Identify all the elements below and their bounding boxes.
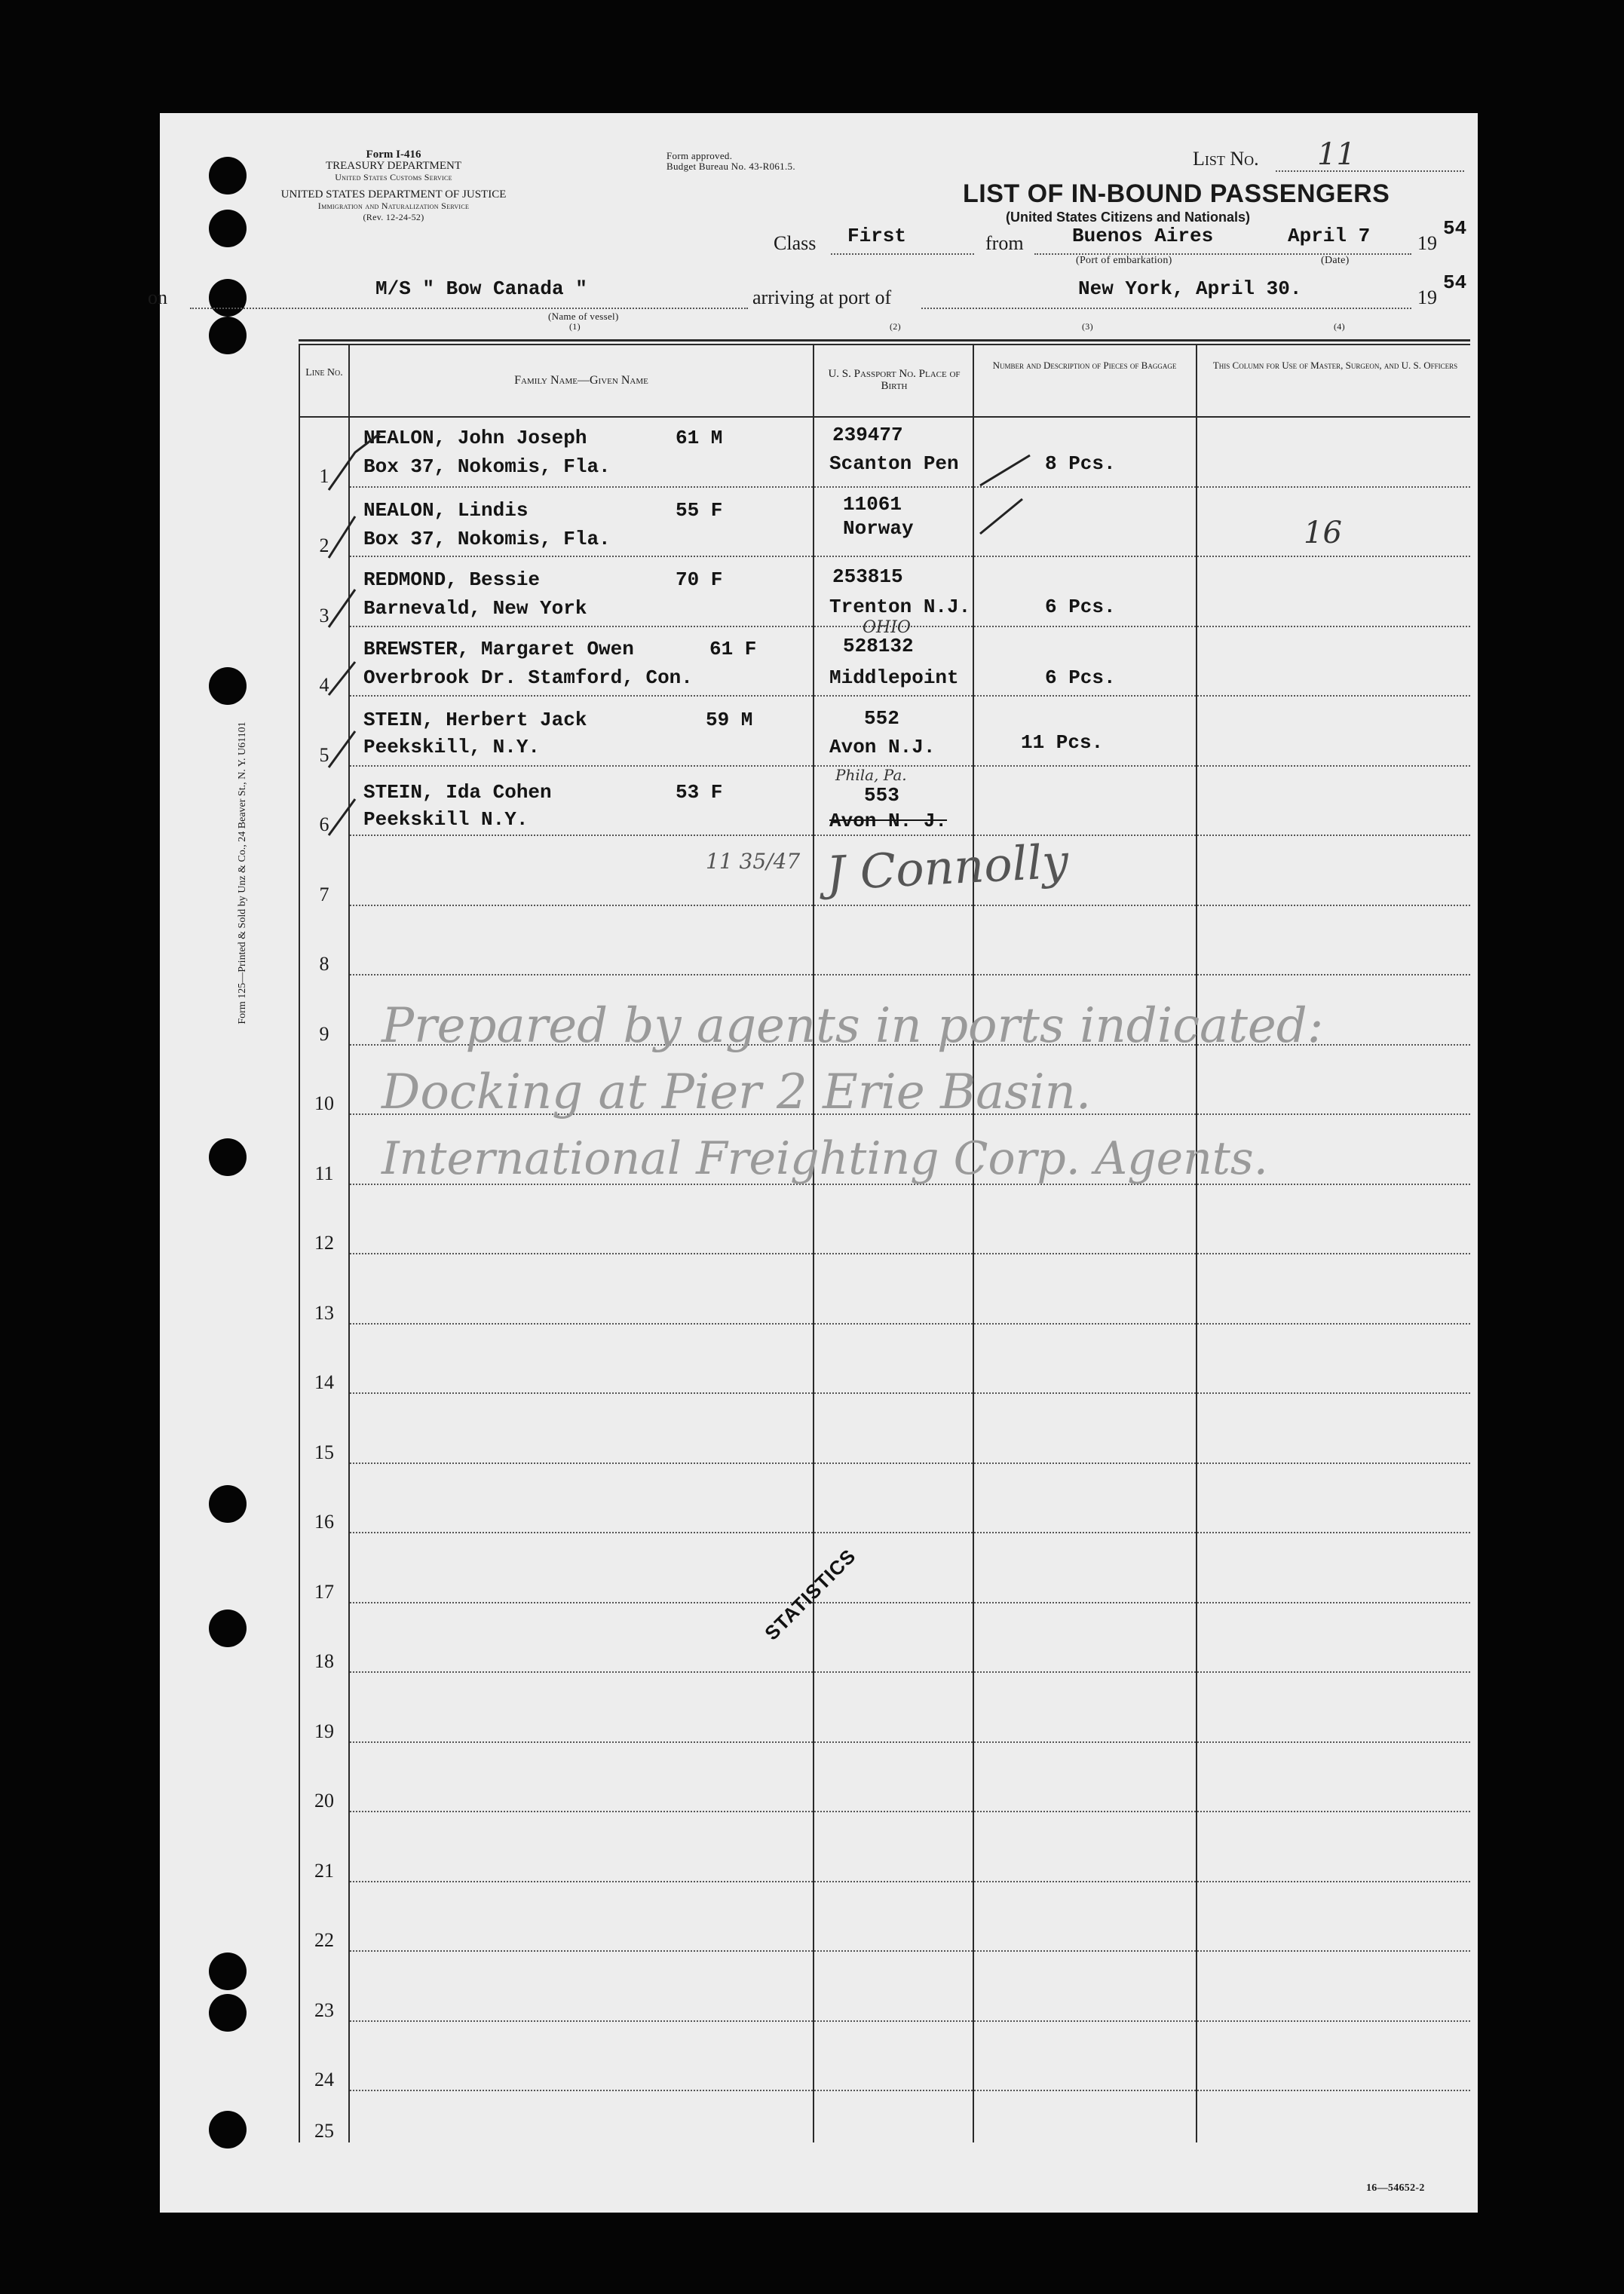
passenger-table: Line No. Family Name—Given Name U. S. Passport No. Place of Birth Number and Description of Pieces of Baggage This Column for Use of Master, Surgeon, and U. S. Officers 1 2 3 4 5 6 7 8 9 10 11 12 13 14 15 16 17 18 19 20 21 22 23 24 25 NEALON, John Joseph 61 M Box 37, Nokomis, Fla. 239477 Scanton Pen 8 Pcs. NEALON, Lindis 55 F Box 37, Nokomis, Fla. 11061 Norway REDMOND, Bessie 70 F Barnevald, New York 253815 Trenton N.J. 6 Pcs. BREWSTER, Margaret Owen 61 F Overbrook Dr. Stamford, Con. OHIO 528132 Middlepoint 6 Pcs. STEIN, Herbert Jack 59 M Peekskill, N.Y. 552 Avon N.J. 11 Pcs. STEIN, Ida Cohen 53 F Peekskill N.Y. Phila, Pa. 553 Avon N. J. 16 11 35/47 J Connolly Prepared by agents in ports indicated: Docking at Pier 2 Erie Basin. International Freighting Corp. Agents. STATISTICS (299, 339, 1470, 2142)
header-name: Family Name—Given Name (514, 374, 648, 387)
form-approved: Form approved. Budget Bureau No. 43-R061.5. (666, 150, 795, 172)
vessel-name: M/S " Bow Canada " (375, 277, 587, 300)
passenger-address: Peekskill, N.Y. (363, 736, 541, 758)
baggage-marks (977, 452, 1037, 543)
passenger-age-sex: 61 M (676, 427, 723, 449)
handwritten-note: International Freighting Corp. Agents. (381, 1132, 1268, 1185)
passenger-name: REDMOND, Bessie (363, 568, 541, 591)
passenger-address: Overbrook Dr. Stamford, Con. (363, 666, 693, 689)
column-divider (1196, 344, 1197, 2142)
form-page (148, 113, 1478, 2213)
header-officers: This Column for Use of Master, Surgeon, and U. S. Officers (1212, 360, 1458, 371)
list-no-line (1276, 170, 1464, 172)
birthplace-correction: Phila, Pa. (835, 766, 907, 784)
form-revision: (Rev. 12-24-52) (363, 212, 424, 222)
passenger-name: BREWSTER, Margaret Owen (363, 638, 634, 660)
passport-number: 253815 (832, 565, 903, 588)
passenger-age-sex: 53 F (676, 781, 723, 804)
justice-department: UNITED STATES DEPARTMENT OF JUSTICE (280, 188, 507, 201)
passenger-address: Box 37, Nokomis, Fla. (363, 528, 611, 550)
passenger-address: Peekskill N.Y. (363, 808, 529, 831)
check-marks (321, 422, 381, 844)
list-no-label: List No. (1193, 148, 1259, 170)
punch-hole (209, 279, 247, 317)
passenger-name: NEALON, John Joseph (363, 427, 587, 449)
column-number: (2) (890, 321, 901, 332)
punch-hole (209, 1609, 247, 1647)
vessel-line (190, 308, 748, 309)
handwritten-note: Docking at Pier 2 Erie Basin. (381, 1064, 1092, 1120)
passport-number: 553 (864, 784, 899, 807)
birthplace: Scanton Pen (829, 452, 959, 475)
passenger-age-sex: 55 F (676, 499, 723, 522)
column-number: (1) (569, 321, 581, 332)
list-no-value: 11 (1317, 137, 1356, 172)
header-rule (299, 416, 1470, 418)
handwritten-note: Prepared by agents in ports indicated: (381, 998, 1324, 1054)
on-label: on (148, 286, 167, 308)
arrival-line (921, 308, 1411, 309)
birthplace: Avon N. J. (829, 810, 948, 832)
footer-code: 16—54652-2 (1366, 2182, 1425, 2194)
embarkation-port: Buenos Aires (1072, 225, 1214, 247)
year-prefix: 19 (1417, 286, 1437, 308)
baggage: 6 Pcs. (1045, 596, 1116, 618)
column-divider (973, 344, 974, 2142)
column-number: (4) (1334, 321, 1345, 332)
passport-number: 552 (864, 707, 899, 730)
punch-hole (209, 1485, 247, 1523)
year-value: 54 (1443, 217, 1467, 240)
year-prefix: 19 (1417, 232, 1437, 254)
passport-number: 239477 (832, 424, 903, 446)
table-top-rule (299, 339, 1470, 341)
ins-service: Immigration and Naturalization Service (317, 201, 470, 211)
baggage: 11 Pcs. (1021, 731, 1104, 754)
vessel-caption: (Name of vessel) (548, 311, 619, 322)
baggage: 8 Pcs. (1045, 452, 1116, 475)
ohio-annotation: OHIO (863, 618, 911, 637)
passport-number: 11061 (843, 493, 902, 516)
passenger-age-sex: 59 M (706, 709, 753, 731)
header-baggage: Number and Description of Pieces of Baggage (992, 360, 1177, 371)
form-title: LIST OF IN-BOUND PASSENGERS (963, 179, 1390, 208)
year-value: 54 (1443, 271, 1467, 294)
form-agency-block (160, 149, 627, 223)
passenger-address: Barnevald, New York (363, 597, 587, 620)
passenger-name: NEALON, Lindis (363, 499, 529, 522)
punch-hole (209, 1138, 247, 1176)
punch-hole (209, 1953, 247, 1990)
baggage: 6 Pcs. (1045, 666, 1116, 689)
customs-service: United States Customs Service (335, 172, 452, 182)
class-line (831, 253, 974, 255)
column-number: (3) (1082, 321, 1093, 332)
birthplace: Trenton N.J. (829, 596, 971, 618)
embarkation-date: April 7 (1288, 225, 1371, 247)
statistics-stamp: STATISTICS (760, 1544, 860, 1645)
punch-hole (209, 1994, 247, 2032)
punch-hole (209, 2111, 247, 2149)
date-caption: (Date) (1321, 255, 1350, 266)
column-divider (813, 344, 814, 2142)
class-label: Class (774, 232, 817, 254)
passport-number: 528132 (843, 635, 914, 657)
table-top-rule (299, 344, 1470, 345)
passenger-age-sex: 70 F (676, 568, 723, 591)
birthplace: Avon N.J. (829, 736, 936, 758)
form-number: Form I-416 (366, 149, 421, 161)
passenger-age-sex: 61 F (709, 638, 757, 660)
passenger-name: STEIN, Ida Cohen (363, 781, 552, 804)
punch-hole (209, 317, 247, 354)
header-passport: U. S. Passport No. Place of Birth (828, 368, 961, 392)
passenger-address: Box 37, Nokomis, Fla. (363, 455, 611, 478)
port-embarkation-caption: (Port of embarkation) (1076, 255, 1172, 266)
officer-count: 16 (1304, 516, 1342, 550)
inspector-signature: J Connolly (825, 833, 1070, 902)
birthplace: Norway (843, 517, 914, 540)
passenger-name: STEIN, Herbert Jack (363, 709, 587, 731)
arriving-label: arriving at port of (752, 286, 892, 308)
class-value: First (847, 225, 907, 247)
header-line-no: Line No. (305, 367, 343, 378)
treasury-department: TREASURY DEPARTMENT (325, 160, 462, 172)
form-subtitle: (United States Citizens and Nationals) (1006, 210, 1251, 225)
birthplace: Middlepoint (829, 666, 959, 689)
from-label: from (985, 232, 1024, 254)
arrival-port-date: New York, April 30. (1078, 277, 1302, 300)
printer-imprint: Form 125—Printed & Sold by Unz & Co., 24 Beaver St., N. Y. U61101 (237, 721, 248, 1024)
time-annotation: 11 35/47 (706, 849, 801, 874)
